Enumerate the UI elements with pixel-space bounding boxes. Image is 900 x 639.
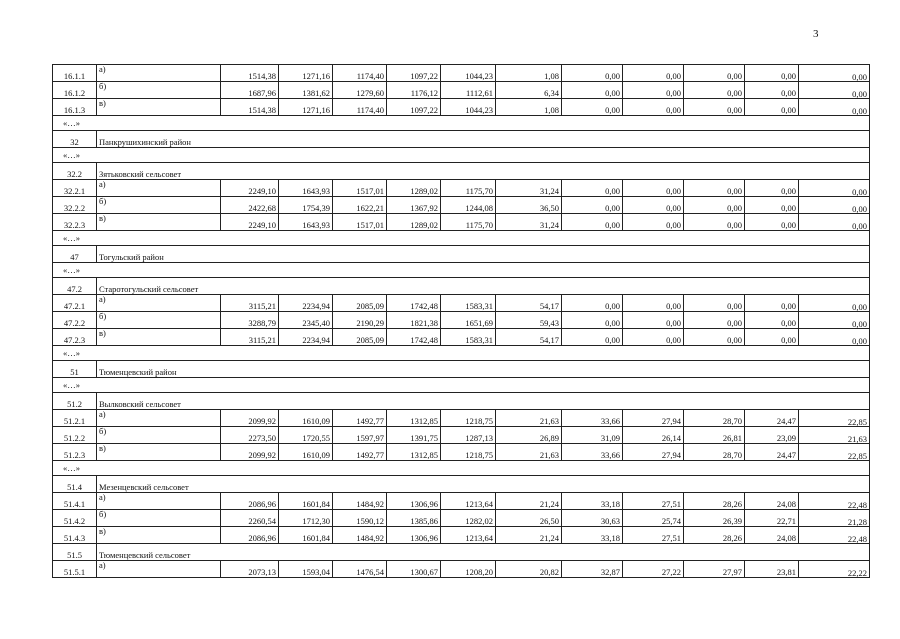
value-cell: 1367,92: [387, 197, 441, 214]
value-cell: 1381,62: [279, 82, 333, 99]
table-row: [53, 561, 870, 578]
row-code: 32.2.2: [53, 197, 97, 214]
table-row: [53, 329, 870, 346]
value-cell: 3115,21: [221, 329, 279, 346]
value-cell: 0,00: [799, 295, 870, 312]
row-letter: а): [97, 180, 221, 197]
value-cell: 2260,54: [221, 510, 279, 527]
row-letter: в): [97, 99, 221, 116]
section-header-row: [53, 393, 870, 410]
section-header-row: [53, 544, 870, 561]
value-cell: 54,17: [496, 329, 562, 346]
value-cell: 0,00: [562, 312, 623, 329]
row-code: 32.2.1: [53, 180, 97, 197]
section-header-row: [53, 163, 870, 180]
row-letter: в): [97, 329, 221, 346]
section-code: 47: [53, 246, 97, 263]
value-cell: 6,34: [496, 82, 562, 99]
value-cell: 0,00: [745, 82, 799, 99]
value-cell: 1720,55: [279, 427, 333, 444]
row-letter: б): [97, 197, 221, 214]
value-cell: 1044,23: [441, 99, 496, 116]
value-cell: 2249,10: [221, 180, 279, 197]
value-cell: 1218,75: [441, 410, 496, 427]
value-cell: 0,00: [745, 295, 799, 312]
section-code: 51: [53, 361, 97, 378]
value-cell: 2073,13: [221, 561, 279, 578]
value-cell: 21,24: [496, 493, 562, 510]
value-cell: 1821,38: [387, 312, 441, 329]
value-cell: 1742,48: [387, 329, 441, 346]
value-cell: 0,00: [562, 295, 623, 312]
value-cell: 1610,09: [279, 410, 333, 427]
value-cell: 2085,09: [333, 329, 387, 346]
ellipsis-cell: «…»: [53, 263, 870, 278]
value-cell: 2249,10: [221, 214, 279, 231]
value-cell: 0,00: [562, 180, 623, 197]
value-cell: 1754,39: [279, 197, 333, 214]
row-letter: б): [97, 510, 221, 527]
value-cell: 1385,86: [387, 510, 441, 527]
table-row: [53, 99, 870, 116]
value-cell: 0,00: [684, 214, 745, 231]
row-letter: а): [97, 65, 221, 82]
row-letter: а): [97, 561, 221, 578]
value-cell: 0,00: [745, 65, 799, 82]
row-letter: б): [97, 312, 221, 329]
value-cell: 21,28: [799, 510, 870, 527]
section-header-row: [53, 361, 870, 378]
value-cell: 22,71: [745, 510, 799, 527]
section-name: Мезенцевский сельсовет: [97, 476, 870, 493]
value-cell: 1175,70: [441, 214, 496, 231]
ellipsis-cell: «…»: [53, 231, 870, 246]
row-letter: в): [97, 444, 221, 461]
value-cell: 20,82: [496, 561, 562, 578]
value-cell: 1651,69: [441, 312, 496, 329]
ellipsis-row: [53, 378, 870, 393]
tariff-table: [52, 64, 870, 578]
value-cell: 24,47: [745, 410, 799, 427]
value-cell: 1484,92: [333, 527, 387, 544]
table-row: [53, 214, 870, 231]
row-letter: б): [97, 427, 221, 444]
value-cell: 22,48: [799, 527, 870, 544]
value-cell: 1391,75: [387, 427, 441, 444]
value-cell: 1514,38: [221, 99, 279, 116]
row-letter: б): [97, 82, 221, 99]
value-cell: 28,70: [684, 410, 745, 427]
table-row: [53, 82, 870, 99]
ellipsis-cell: «…»: [53, 461, 870, 476]
row-letter: а): [97, 493, 221, 510]
value-cell: 1742,48: [387, 295, 441, 312]
section-name: Тюменцевский сельсовет: [97, 544, 870, 561]
value-cell: 1112,61: [441, 82, 496, 99]
value-cell: 0,00: [745, 214, 799, 231]
value-cell: 1601,84: [279, 493, 333, 510]
value-cell: 1306,96: [387, 527, 441, 544]
ellipsis-row: [53, 116, 870, 131]
value-cell: 33,66: [562, 410, 623, 427]
value-cell: 1593,04: [279, 561, 333, 578]
row-code: 51.4.1: [53, 493, 97, 510]
value-cell: 0,00: [562, 82, 623, 99]
value-cell: 26,50: [496, 510, 562, 527]
value-cell: 1,08: [496, 99, 562, 116]
row-code: 47.2.2: [53, 312, 97, 329]
value-cell: 0,00: [799, 99, 870, 116]
value-cell: 22,22: [799, 561, 870, 578]
value-cell: 1590,12: [333, 510, 387, 527]
value-cell: 1,08: [496, 65, 562, 82]
value-cell: 0,00: [684, 65, 745, 82]
value-cell: 28,26: [684, 527, 745, 544]
value-cell: 0,00: [623, 82, 684, 99]
row-code: 47.2.3: [53, 329, 97, 346]
value-cell: 23,81: [745, 561, 799, 578]
value-cell: 2099,92: [221, 410, 279, 427]
value-cell: 1271,16: [279, 99, 333, 116]
section-header-row: [53, 246, 870, 263]
table-row: [53, 493, 870, 510]
value-cell: 1097,22: [387, 99, 441, 116]
value-cell: 21,63: [496, 410, 562, 427]
value-cell: 0,00: [562, 197, 623, 214]
value-cell: 24,08: [745, 493, 799, 510]
value-cell: 0,00: [684, 197, 745, 214]
value-cell: 0,00: [562, 65, 623, 82]
value-cell: 2099,92: [221, 444, 279, 461]
table-row: [53, 295, 870, 312]
table-row: [53, 510, 870, 527]
table-row: [53, 197, 870, 214]
ellipsis-cell: «…»: [53, 148, 870, 163]
value-cell: 1484,92: [333, 493, 387, 510]
value-cell: 0,00: [684, 329, 745, 346]
value-cell: 1289,02: [387, 180, 441, 197]
value-cell: 31,24: [496, 180, 562, 197]
section-code: 32: [53, 131, 97, 148]
ellipsis-row: [53, 346, 870, 361]
value-cell: 26,14: [623, 427, 684, 444]
ellipsis-row: [53, 231, 870, 246]
value-cell: 1218,75: [441, 444, 496, 461]
row-letter: а): [97, 295, 221, 312]
value-cell: 59,43: [496, 312, 562, 329]
value-cell: 1583,31: [441, 295, 496, 312]
value-cell: 36,50: [496, 197, 562, 214]
value-cell: 0,00: [623, 214, 684, 231]
value-cell: 27,94: [623, 410, 684, 427]
value-cell: 0,00: [745, 312, 799, 329]
value-cell: 0,00: [684, 82, 745, 99]
section-name: Тогульский район: [97, 246, 870, 263]
value-cell: 21,63: [496, 444, 562, 461]
value-cell: 0,00: [562, 99, 623, 116]
row-code: 16.1.3: [53, 99, 97, 116]
value-cell: 0,00: [799, 82, 870, 99]
value-cell: 54,17: [496, 295, 562, 312]
table-row: [53, 444, 870, 461]
value-cell: 1044,23: [441, 65, 496, 82]
value-cell: 0,00: [799, 180, 870, 197]
value-cell: 1289,02: [387, 214, 441, 231]
section-name: Вылковский сельсовет: [97, 393, 870, 410]
value-cell: 0,00: [684, 180, 745, 197]
ellipsis-cell: «…»: [53, 346, 870, 361]
value-cell: 1213,64: [441, 493, 496, 510]
row-letter: в): [97, 214, 221, 231]
page-number: 3: [813, 28, 819, 40]
value-cell: 1312,85: [387, 410, 441, 427]
value-cell: 1476,54: [333, 561, 387, 578]
section-code: 32.2: [53, 163, 97, 180]
value-cell: 0,00: [684, 312, 745, 329]
value-cell: 1492,77: [333, 444, 387, 461]
value-cell: 2190,29: [333, 312, 387, 329]
value-cell: 1492,77: [333, 410, 387, 427]
value-cell: 1244,08: [441, 197, 496, 214]
table-row: [53, 312, 870, 329]
value-cell: 0,00: [684, 295, 745, 312]
value-cell: 1208,20: [441, 561, 496, 578]
ellipsis-cell: «…»: [53, 116, 870, 131]
table-row: [53, 410, 870, 427]
value-cell: 26,81: [684, 427, 745, 444]
value-cell: 1271,16: [279, 65, 333, 82]
value-cell: 24,47: [745, 444, 799, 461]
section-header-row: [53, 278, 870, 295]
value-cell: 23,09: [745, 427, 799, 444]
value-cell: 1517,01: [333, 180, 387, 197]
value-cell: 1282,02: [441, 510, 496, 527]
table-row: [53, 427, 870, 444]
section-name: Панкрушихинский район: [97, 131, 870, 148]
value-cell: 0,00: [623, 180, 684, 197]
value-cell: 1176,12: [387, 82, 441, 99]
section-header-row: [53, 131, 870, 148]
value-cell: 0,00: [623, 197, 684, 214]
value-cell: 2345,40: [279, 312, 333, 329]
value-cell: 25,74: [623, 510, 684, 527]
value-cell: 1279,60: [333, 82, 387, 99]
value-cell: 33,18: [562, 493, 623, 510]
row-code: 47.2.1: [53, 295, 97, 312]
ellipsis-cell: «…»: [53, 378, 870, 393]
value-cell: 1514,38: [221, 65, 279, 82]
value-cell: 21,63: [799, 427, 870, 444]
value-cell: 21,24: [496, 527, 562, 544]
value-cell: 0,00: [799, 197, 870, 214]
value-cell: 22,48: [799, 493, 870, 510]
value-cell: 27,94: [623, 444, 684, 461]
value-cell: 1712,30: [279, 510, 333, 527]
table-row: [53, 527, 870, 544]
value-cell: 0,00: [799, 312, 870, 329]
section-code: 51.2: [53, 393, 97, 410]
value-cell: 2234,94: [279, 329, 333, 346]
row-code: 51.4.3: [53, 527, 97, 544]
value-cell: 2273,50: [221, 427, 279, 444]
ellipsis-row: [53, 148, 870, 163]
row-code: 16.1.1: [53, 65, 97, 82]
value-cell: 27,22: [623, 561, 684, 578]
value-cell: 0,00: [745, 329, 799, 346]
value-cell: 1175,70: [441, 180, 496, 197]
value-cell: 30,63: [562, 510, 623, 527]
value-cell: 1601,84: [279, 527, 333, 544]
value-cell: 1097,22: [387, 65, 441, 82]
value-cell: 0,00: [623, 312, 684, 329]
value-cell: 32,87: [562, 561, 623, 578]
row-code: 51.2.3: [53, 444, 97, 461]
row-letter: в): [97, 527, 221, 544]
value-cell: 0,00: [799, 65, 870, 82]
row-code: 51.4.2: [53, 510, 97, 527]
section-name: Тюменцевский район: [97, 361, 870, 378]
value-cell: 2086,96: [221, 493, 279, 510]
value-cell: 22,85: [799, 444, 870, 461]
section-name: Старотогульский сельсовет: [97, 278, 870, 295]
value-cell: 2086,96: [221, 527, 279, 544]
section-name: Зятьковский сельсовет: [97, 163, 870, 180]
value-cell: 1300,67: [387, 561, 441, 578]
value-cell: 1517,01: [333, 214, 387, 231]
value-cell: 0,00: [623, 329, 684, 346]
value-cell: 1687,96: [221, 82, 279, 99]
value-cell: 0,00: [799, 214, 870, 231]
value-cell: 31,09: [562, 427, 623, 444]
value-cell: 0,00: [562, 329, 623, 346]
row-code: 51.2.1: [53, 410, 97, 427]
value-cell: 0,00: [745, 180, 799, 197]
value-cell: 1583,31: [441, 329, 496, 346]
value-cell: 27,97: [684, 561, 745, 578]
row-letter: а): [97, 410, 221, 427]
value-cell: 33,66: [562, 444, 623, 461]
value-cell: 0,00: [684, 99, 745, 116]
value-cell: 0,00: [799, 329, 870, 346]
table-row: [53, 65, 870, 82]
value-cell: 1174,40: [333, 65, 387, 82]
value-cell: 27,51: [623, 493, 684, 510]
value-cell: 0,00: [623, 99, 684, 116]
value-cell: 2422,68: [221, 197, 279, 214]
value-cell: 3115,21: [221, 295, 279, 312]
value-cell: 1622,21: [333, 197, 387, 214]
value-cell: 1610,09: [279, 444, 333, 461]
value-cell: 28,26: [684, 493, 745, 510]
value-cell: 2234,94: [279, 295, 333, 312]
value-cell: 1597,97: [333, 427, 387, 444]
value-cell: 0,00: [745, 99, 799, 116]
value-cell: 22,85: [799, 410, 870, 427]
ellipsis-row: [53, 263, 870, 278]
row-code: 16.1.2: [53, 82, 97, 99]
value-cell: 1312,85: [387, 444, 441, 461]
value-cell: 1174,40: [333, 99, 387, 116]
row-code: 51.5.1: [53, 561, 97, 578]
value-cell: 0,00: [623, 295, 684, 312]
value-cell: 26,89: [496, 427, 562, 444]
section-code: 51.5: [53, 544, 97, 561]
value-cell: 2085,09: [333, 295, 387, 312]
value-cell: 31,24: [496, 214, 562, 231]
section-code: 47.2: [53, 278, 97, 295]
value-cell: 33,18: [562, 527, 623, 544]
value-cell: 3288,79: [221, 312, 279, 329]
value-cell: 0,00: [562, 214, 623, 231]
section-header-row: [53, 476, 870, 493]
value-cell: 28,70: [684, 444, 745, 461]
ellipsis-row: [53, 461, 870, 476]
table-row: [53, 180, 870, 197]
value-cell: 1213,64: [441, 527, 496, 544]
table-body: [53, 65, 870, 578]
row-code: 32.2.3: [53, 214, 97, 231]
value-cell: 26,39: [684, 510, 745, 527]
value-cell: 1306,96: [387, 493, 441, 510]
value-cell: 1643,93: [279, 214, 333, 231]
value-cell: 1287,13: [441, 427, 496, 444]
value-cell: 0,00: [623, 65, 684, 82]
section-code: 51.4: [53, 476, 97, 493]
tariff-table-sheet: [52, 64, 869, 578]
row-code: 51.2.2: [53, 427, 97, 444]
value-cell: 24,08: [745, 527, 799, 544]
value-cell: 1643,93: [279, 180, 333, 197]
value-cell: 0,00: [745, 197, 799, 214]
value-cell: 27,51: [623, 527, 684, 544]
